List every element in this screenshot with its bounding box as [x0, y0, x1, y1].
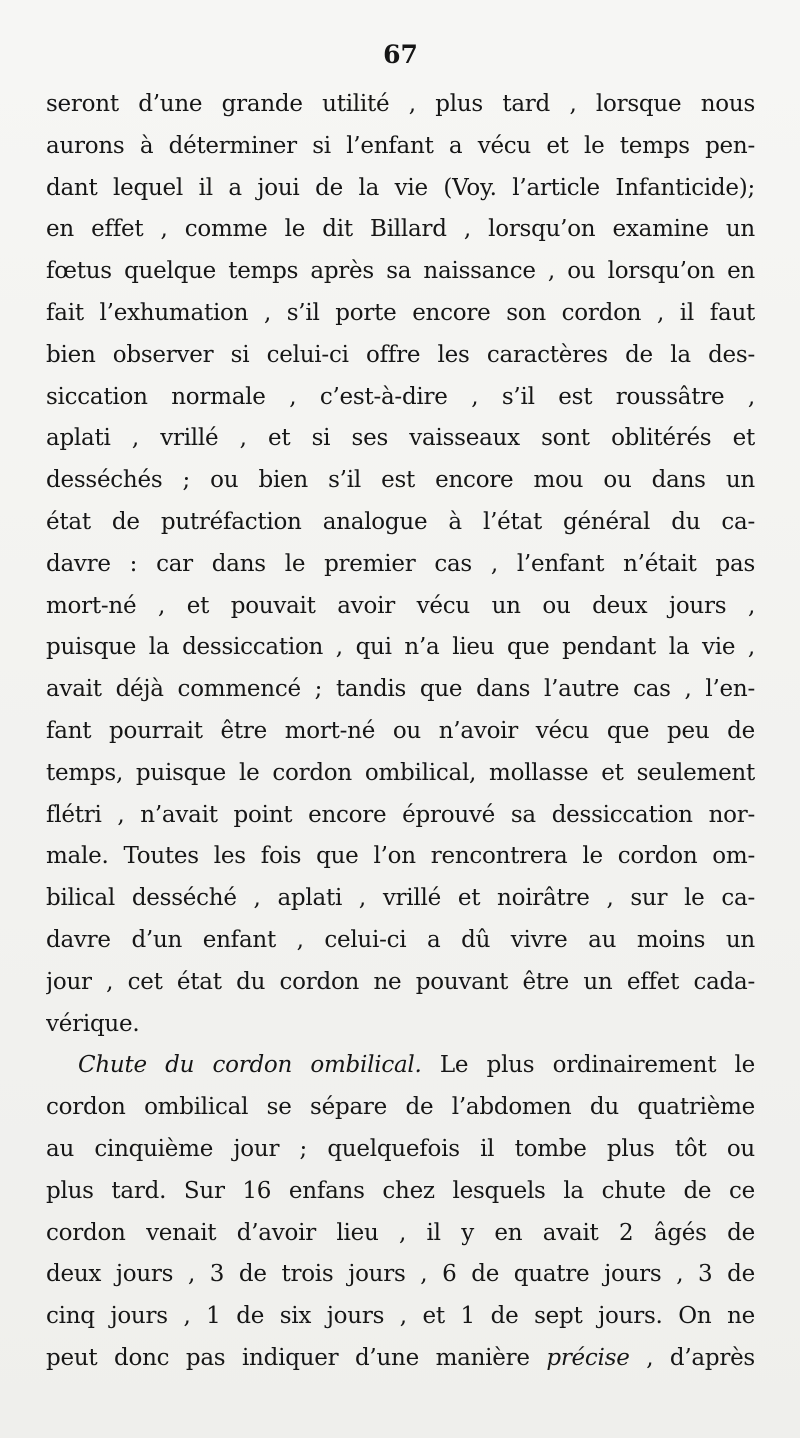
text-line: avait déjà commencé ; tandis que dans l’autre cas , l’en- — [46, 676, 755, 703]
text-line: seront d’une grande utilité , plus tard , lorsque nous — [46, 91, 755, 117]
text-line: aplati , vrillé , et si ses vaisseaux sont oblitérés et — [46, 425, 755, 452]
text-line: temps, puisque le cordon ombilical, mollasse et seulement — [46, 759, 755, 786]
text-line: vérique. — [46, 1010, 140, 1037]
text-line: mort-né , et pouvait avoir vécu un ou deux jours , — [46, 592, 755, 619]
text-line: desséchés ; ou bien s’il est encore mou ou dans un — [46, 467, 755, 494]
paragraph-2 — [46, 1045, 755, 1379]
page-number: 67 — [383, 40, 418, 69]
text-line: davre d’un enfant , celui-ci a dû vivre au moins un — [46, 926, 755, 953]
text-line: en effet , comme le dit Billard , lorsqu’on examine un — [46, 216, 755, 243]
paragraph-1 — [46, 84, 755, 1045]
text-line: plus tard. Sur 16 enfans chez lesquels la chute de ce — [46, 1177, 755, 1204]
text-line: fant pourrait être mort-né ou n’avoir vécu que peu de — [46, 717, 755, 744]
text-line: bien observer si celui-ci offre les caractères de la des- — [46, 341, 755, 368]
text-line: male. Toutes les fois que l’on rencontrera le cordon om- — [46, 843, 755, 870]
text-fragment: Le plus ordinairement le — [439, 1052, 755, 1079]
paragraph-2-first-line — [46, 1045, 755, 1087]
text-line: au cinquième jour ; quelquefois il tombe plus tôt ou — [46, 1135, 755, 1162]
body-text — [46, 84, 755, 1380]
text-line: puisque la dessiccation , qui n’a lieu que pendant la vie , — [46, 634, 755, 661]
text-line: deux jours , 3 de trois jours , 6 de quatre jours , 3 de — [46, 1261, 755, 1288]
text-line: aurons à déterminer si l’enfant a vécu et le temps pen- — [46, 132, 755, 159]
section-heading: Chute du cordon ombilical. — [78, 1052, 422, 1079]
text-fragment: peut donc pas indiquer d’une manière — [46, 1344, 530, 1371]
text-fragment: , d’après — [646, 1344, 755, 1371]
text-line: cinq jours , 1 de six jours , et 1 de sept jours. On ne — [46, 1303, 755, 1330]
text-line: flétri , n’avait point encore éprouvé sa dessiccation nor- — [46, 801, 755, 828]
text-line: cordon venait d’avoir lieu , il y en avait 2 âgés de — [46, 1219, 755, 1246]
text-line: fait l’exhumation , s’il porte encore son cordon , il faut — [46, 299, 755, 326]
text-line: cordon ombilical se sépare de l’abdomen du quatrième — [46, 1094, 755, 1121]
text-line: bilical desséché , aplati , vrillé et noirâtre , sur le ca- — [46, 885, 755, 912]
paragraph-2-last-line — [46, 1338, 755, 1380]
text-line: davre : car dans le premier cas , l’enfant n’était pas — [46, 550, 755, 577]
text-line: siccation normale , c’est-à-dire , s’il est roussâtre , — [46, 383, 755, 410]
text-line: état de putréfaction analogue à l’état général du ca- — [46, 508, 755, 535]
text-line: fœtus quelque temps après sa naissance , ou lorsqu’on en — [46, 258, 755, 285]
italic-word: précise — [546, 1344, 630, 1371]
text-line: dant lequel il a joui de la vie (Voy. l’article Infanticide); — [46, 174, 755, 201]
text-line: jour , cet état du cordon ne pouvant être un effet cada- — [46, 968, 755, 995]
